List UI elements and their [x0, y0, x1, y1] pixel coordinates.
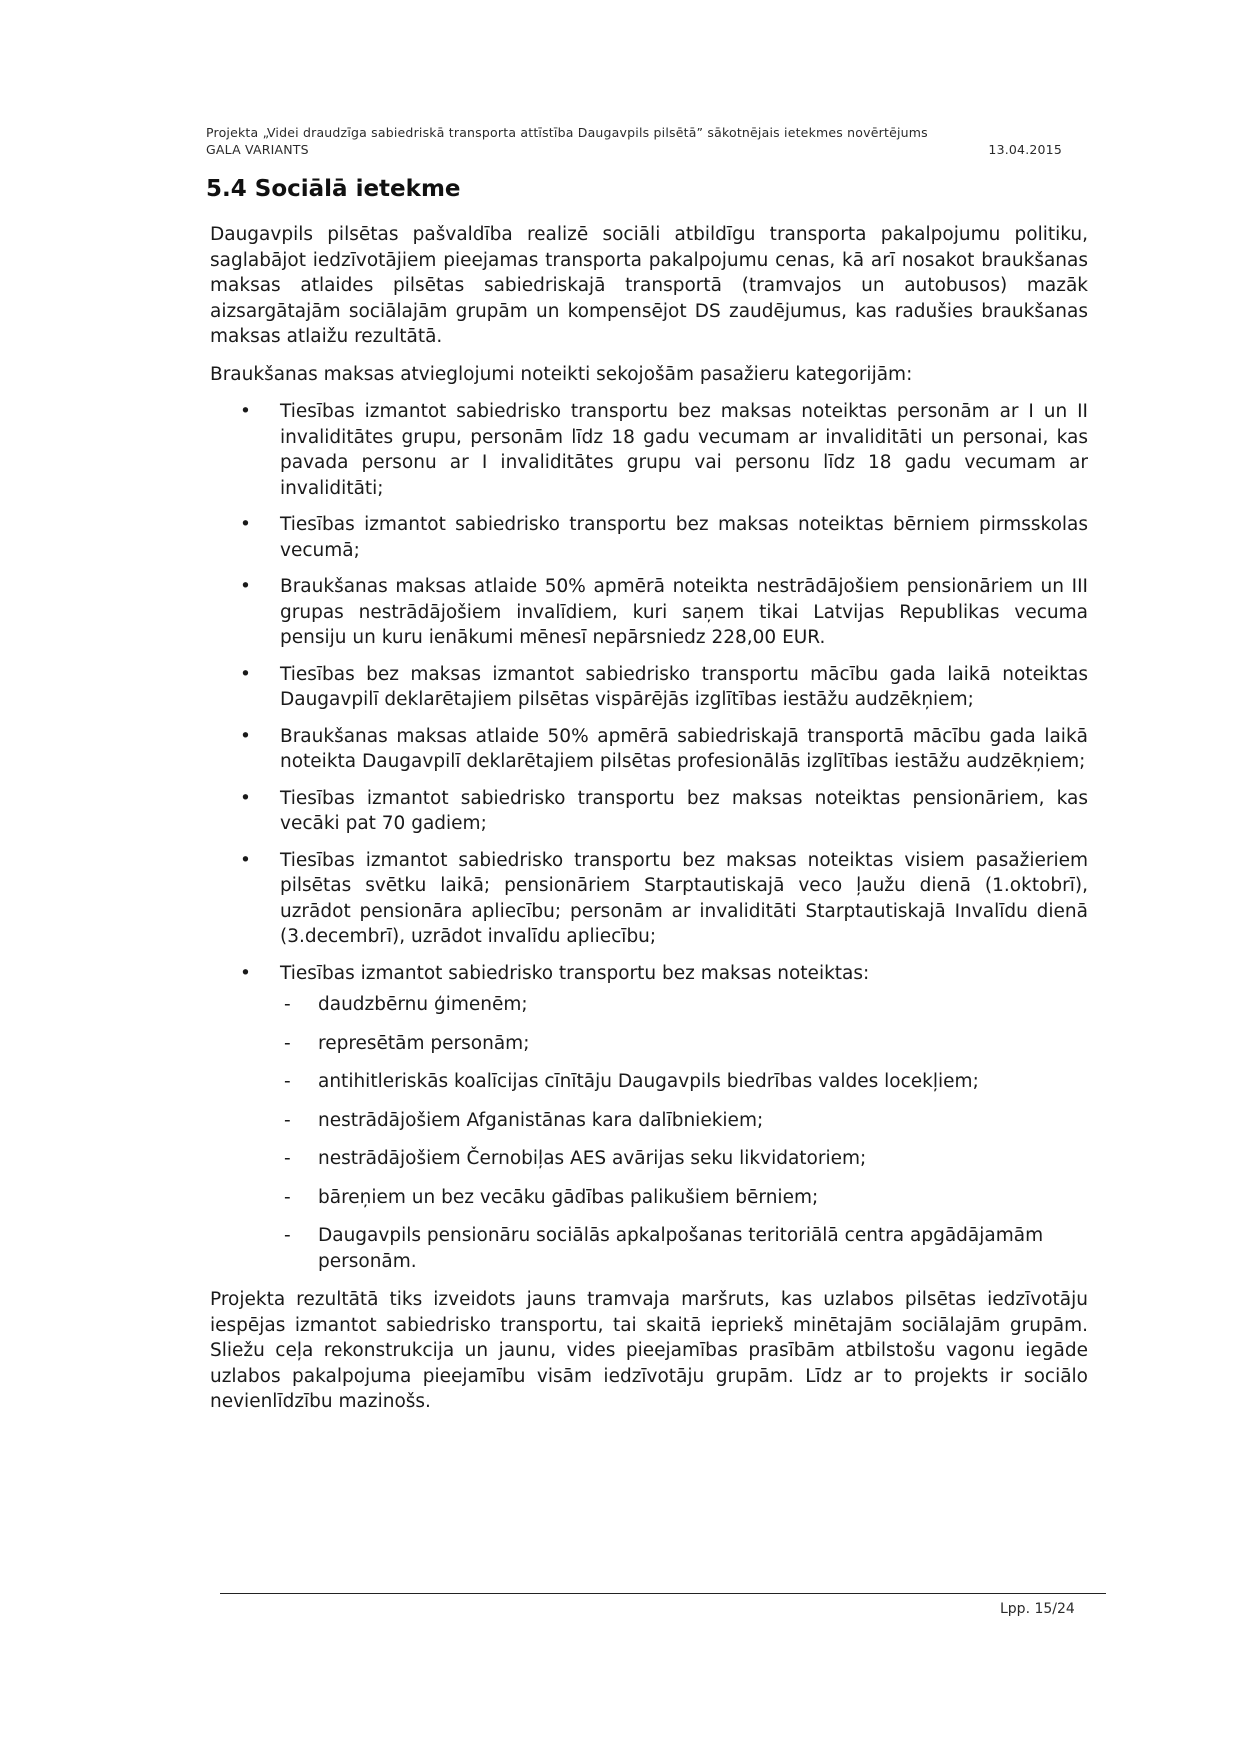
list-item [210, 786, 1088, 837]
dash-marker: - [284, 1186, 291, 1208]
sub-list-item-text: nestrādājošiem Černobiļas AES avārijas seku likvidatoriem; [318, 1148, 867, 1169]
dash-marker: - [284, 994, 291, 1015]
header-date: 13.04.2015 [988, 142, 1062, 157]
bullet-marker: • [240, 725, 251, 747]
dash-marker: - [284, 1109, 291, 1131]
list-item-text: Tiesības izmantot sabiedrisko transportu bez maksas noteiktas bērniem pirmsskolas vecumā; [280, 514, 1088, 561]
sub-list-item [280, 1146, 1088, 1172]
list-item-text: Braukšanas maksas atlaide 50% apmērā noteikta nestrādājošiem pensionāriem un III grupas nestrādājošiem invalīdiem, kuri saņem tikai Latvijas Republikas vecuma pensiju un kuru ienākumi mēnesī nepārsniedz 228,00 EUR. [280, 576, 1088, 648]
list-item-text: Tiesības izmantot sabiedrisko transportu bez maksas noteiktas visiem pasažieriem pilsētas svētku laikā; pensionāriem Starptautiskajā veco ļaužu dienā (1.oktobrī), uzrādot pensionāra apliecību; personām ar invaliditāti Starptautiskajā Invalīdu dienā (3.decembrī), uzrādot invalīdu apliecību; [280, 849, 1088, 947]
bullet-marker: • [240, 962, 251, 984]
list-item [210, 961, 1088, 1275]
list-item [210, 574, 1088, 651]
sub-list-item-text: Daugavpils pensionāru sociālās apkalpošanas teritoriālā centra apgādājamām personām. [318, 1225, 1044, 1272]
sub-list-item-text: represētām personām; [318, 1032, 530, 1054]
list-item-text: Tiesības bez maksas izmantot sabiedrisko transportu mācību gada laikā noteiktas Daugavpilī deklarētajiem pilsētas vispārējās izglītības iestāžu audzēkņiem; [280, 663, 1088, 710]
list-item [210, 724, 1088, 775]
intro-paragraph: Daugavpils pilsētas pašvaldība realizē sociāli atbildīgu transporta pakalpojumu politiku, saglabājot iedzīvotājiem pieejamas transporta pakalpojumu cenas, kā arī nosakot braukšanas maksas atlaides pilsētas sabiedriskajā transportā (tramvajos un autobusos) mazāk aizsargātajām sociālajām grupām un kompensējot DS zaudējumus, kas radušies braukšanas maksas atlaižu rezultātā. [210, 224, 1088, 347]
bullet-marker: • [240, 787, 251, 809]
document-body [210, 222, 1088, 1427]
list-item [210, 662, 1088, 713]
sub-list-item [280, 1185, 1088, 1211]
sub-list-item-text: nestrādājošiem Afganistānas kara dalībniekiem; [318, 1109, 764, 1131]
list-intro: Braukšanas maksas atvieglojumi noteikti sekojošām pasažieru kategorijām: [210, 363, 913, 385]
list-item-text: Tiesības izmantot sabiedrisko transportu bez maksas noteiktas pensionāriem, kas vecāki pat 70 gadiem; [280, 787, 1088, 834]
bullet-marker: • [240, 401, 251, 422]
sub-list-item-text: antihitleriskās koalīcijas cīnītāju Daugavpils biedrības valdes locekļiem; [318, 1071, 979, 1092]
sub-list-item-text: daudzbērnu ģimenēm; [318, 994, 528, 1015]
list-item-text: Braukšanas maksas atlaide 50% apmērā sabiedriskajā transportā mācību gada laikā noteikta Daugavpilī deklarētajiem pilsētas profesionālās izglītības iestāžu audzēkņiem; [280, 725, 1088, 772]
footer-divider [220, 1593, 1106, 1594]
sub-list-item-text: bāreņiem un bez vecāku gādības palikušiem bērniem; [318, 1186, 819, 1208]
conclusion-paragraph: Projekta rezultātā tiks izveidots jauns tramvaja maršruts, kas uzlabos pilsētas iedzīvotāju iespējas izmantot sabiedrisko transportu, tai skaitā iepriekš minētajām sociālajām grupām. Sliežu ceļa rekonstrukcija un jaunu, vides pieejamības prasībām atbilstošu vagonu iegāde uzlabos pakalpojuma pieejamību visām iedzīvotāju grupām. Līdz ar to projekts ir sociālo nevienlīdzību mazinošs. [210, 1289, 1088, 1412]
list-item-text: Tiesības izmantot sabiedrisko transportu bez maksas noteiktas: [280, 962, 870, 984]
bullet-marker: • [240, 849, 251, 871]
list-item [210, 399, 1088, 501]
sub-list-item [280, 1223, 1088, 1274]
dash-marker: - [284, 1032, 291, 1054]
sub-list-item [280, 1031, 1088, 1057]
page-header [206, 124, 1062, 158]
list-item-text: Tiesības izmantot sabiedrisko transportu bez maksas noteiktas personām ar I un II invaliditātes grupu, personām līdz 18 gadu vecumam ar invaliditāti un personai, kas pavada personu ar I invaliditātes grupu vai personu līdz 18 gadu vecumam ar invaliditāti; [280, 401, 1088, 499]
section-title: 5.4 Sociālā ietekme [206, 176, 461, 202]
sub-list-item [280, 1108, 1088, 1134]
bullet-marker: • [240, 514, 251, 535]
header-project-title: Projekta „Videi draudzīga sabiedriskā transporta attīstība Daugavpils pilsētā” sākotnējais ietekmes novērtējums [206, 125, 928, 140]
list-item [210, 848, 1088, 950]
sub-list-item [280, 1069, 1088, 1095]
dash-marker: - [284, 1071, 291, 1092]
list-item [210, 512, 1088, 563]
benefit-list [210, 399, 1088, 1274]
bullet-marker: • [240, 663, 251, 685]
dash-marker: - [284, 1148, 291, 1169]
header-variant: GALA VARIANTS [206, 142, 309, 157]
bullet-marker: • [240, 576, 251, 597]
sub-list [280, 992, 1088, 1274]
page-number: Lpp. 15/24 [1000, 1601, 1075, 1617]
dash-marker: - [284, 1225, 291, 1246]
sub-list-item [280, 992, 1088, 1018]
